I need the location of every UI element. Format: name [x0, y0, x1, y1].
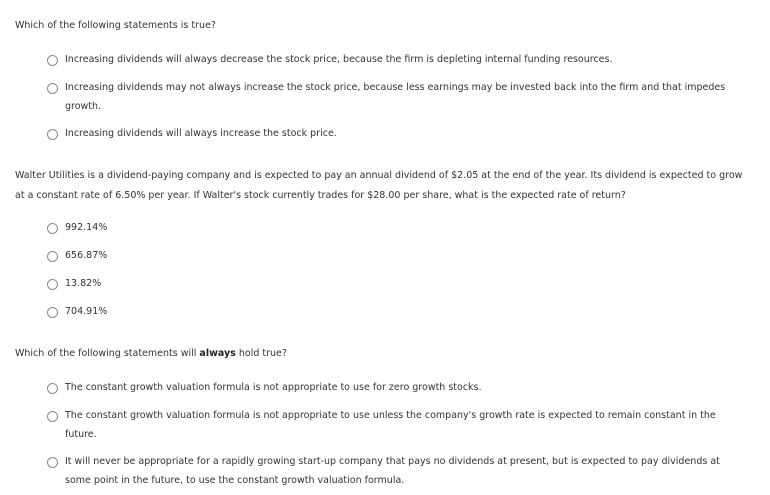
q2-option-2[interactable]: [47, 251, 107, 265]
radio-button[interactable]: [47, 383, 58, 394]
radio-button[interactable]: [47, 457, 58, 468]
option-label: 13.82%: [65, 278, 102, 289]
q2-option-3[interactable]: [47, 279, 101, 293]
q2-option-1[interactable]: [47, 223, 107, 237]
option-label: Increasing dividends will always decrease the stock price, because the firm is depleting internal funding resources.: [65, 54, 613, 65]
option-label: 992.14%: [65, 222, 108, 233]
q3-option-1[interactable]: [47, 383, 745, 397]
question-1-prompt: Which of the following statements is true?: [15, 20, 216, 31]
q1-option-1[interactable]: [47, 55, 745, 69]
radio-button[interactable]: [47, 55, 58, 66]
q2-option-4[interactable]: [47, 307, 107, 321]
question-2-prompt: Walter Utilities is a dividend-paying company and is expected to pay an annual dividend of $2.05 at the end of the year. Its dividend is expected to grow at a constant rate of 6.50% per year. If Walter's stock currently trades for $28.00 per share, what is the expected rate of return?: [15, 170, 743, 201]
q3-option-2[interactable]: [47, 411, 745, 444]
radio-button[interactable]: [47, 129, 58, 140]
q3-option-3[interactable]: [47, 457, 745, 490]
question-3-prompt: [15, 344, 750, 364]
option-label: The constant growth valuation formula is not appropriate to use unless the company's growth rate is expected to remain constant in the future.: [65, 410, 716, 440]
radio-button[interactable]: [47, 411, 58, 422]
prompt-text: hold true?: [235, 348, 287, 359]
q1-option-3[interactable]: [47, 129, 745, 143]
radio-button[interactable]: [47, 83, 58, 94]
prompt-text: Which of the following statements will: [15, 348, 200, 359]
option-label: Increasing dividends will always increase the stock price.: [65, 128, 337, 139]
q1-option-2[interactable]: [47, 83, 745, 116]
radio-button[interactable]: [47, 251, 58, 262]
option-label: The constant growth valuation formula is not appropriate to use for zero growth stocks.: [65, 382, 482, 393]
option-label: 656.87%: [65, 250, 108, 261]
radio-button[interactable]: [47, 223, 58, 234]
option-label: It will never be appropriate for a rapidly growing start-up company that pays no dividends at present, but is expected to pay dividends at some point in the future, to use the constant growth valuation formula.: [65, 456, 720, 486]
radio-button[interactable]: [47, 307, 58, 318]
prompt-emphasis: always: [199, 348, 236, 359]
option-label: Increasing dividends may not always increase the stock price, because less earnings may be invested back into the firm and that impedes growth.: [65, 82, 726, 112]
radio-button[interactable]: [47, 279, 58, 290]
option-label: 704.91%: [65, 306, 108, 317]
